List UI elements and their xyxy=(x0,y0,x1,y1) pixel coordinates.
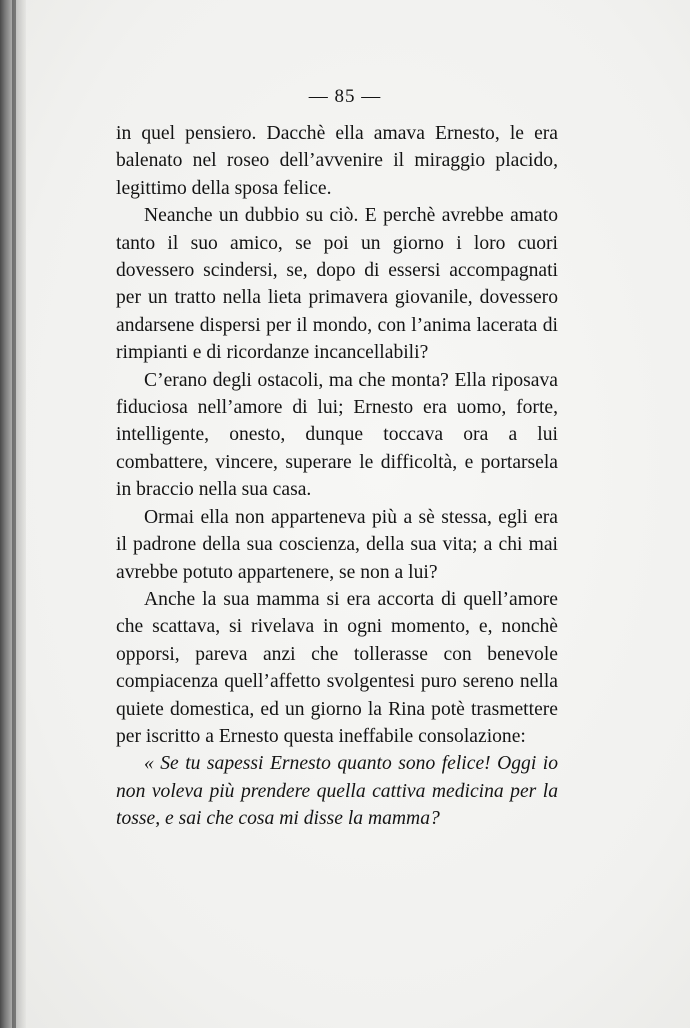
paragraph-4: Ormai ella non apparteneva più a sè stessa, egli era il padrone della sua coscienza, della sua vita; a chi mai avrebbe potuto appartenere, se non a lui? xyxy=(116,506,558,583)
book-gutter-line xyxy=(12,0,16,1028)
paragraph-5: Anche la sua mamma si era accorta di quell’amore che scattava, si rivelava in ogni momento, e, nonchè opporsi, pareva anzi che tollerasse con benevole compiacenza quell’affetto svolgentesi puro sereno nella quiete domestica, ed un giorno la Rina potè trasmettere per iscritto a Ernesto questa ineffabile consolazione: xyxy=(116,588,558,747)
quoted-letter: « Se tu sapessi Ernesto quanto sono felice! Oggi io non voleva più prendere quella cattiva medicina per la tosse, e sai che cosa mi disse la mamma? xyxy=(116,753,558,830)
page-number: — 85 — xyxy=(308,86,382,107)
paragraph-2: Neanche un dubbio su ciò. E perchè avrebbe amato tanto il suo amico, se poi un giorno i loro cuori dovessero scindersi, se, dopo di essersi accompagnati per un tratto nella lieta primavera giovanile, dovessero andarsene dispersi per il mondo, con l’anima lacerata di rimpianti e di ricordanze incancellabili? xyxy=(116,205,558,364)
paragraph-1: in quel pensiero. Dacchè ella amava Ernesto, le era balenato nel roseo dell’avvenire il miraggio placido, legittimo della sposa felice. xyxy=(116,123,558,199)
body-text xyxy=(116,120,558,833)
paragraph-3: C’erano degli ostacoli, ma che monta? Ella riposava fiduciosa nell’amore di lui; Ernesto era uomo, forte, intelligente, onesto, dunque toccava ora a lui combattere, vincere, superare le difficoltà, e portarsela in braccio nella sua casa. xyxy=(116,369,558,501)
